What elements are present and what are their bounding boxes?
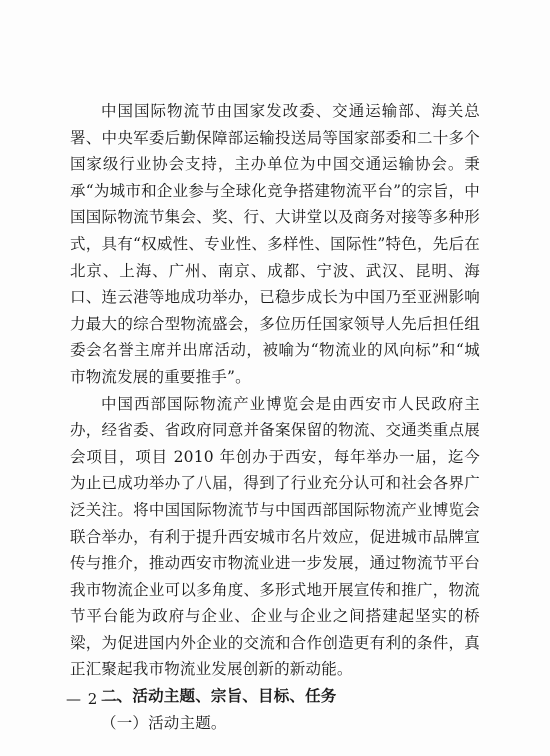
subsection-heading: （一）活动主题。 xyxy=(101,713,227,732)
paragraph-western-expo: 中国西部国际物流产业博览会是由西安市人民政府主办，经省委、省政府同意并备案保留的物流、交通类重点展会项目，项目 2010 年创办于西安，每年举办一届，迄今为止已成功举办了八届，得到了行业充分认可和社会各界广泛关注。将中国国际物流节与中国西部国际物流产业博览会联合举办，有利于提升西安城市名片效应，促进城市品牌宣传与推介，推动西安市物流业进一步发展，通过物流节平台我市物流企业可以多角度、多形式地开展宣传和推广，物流节平台能为政府与企业、企业与企业之间搭建起坚实的桥梁，为促进国内外企业的交流和合作创造更有利的条件，真正汇聚起我市物流业发展创新的新动能。 xyxy=(70,394,480,679)
paragraph-logistics-festival: 中国国际物流节由国家发改委、交通运输部、海关总署、中央军委后勤保障部运输投送局等国家部委和二十多个国家级行业协会支持，主办单位为中国交通运输协会。秉承“为城市和企业参与全球化竞争搭建物流平台”的宗旨，中国国际物流节集会、奖、行、大讲堂以及商务对接等多种形式，具有“权威性、专业性、多样性、国际性”特色，先后在北京、上海、广州、南京、成都、宁波、武汉、昆明、海口、连云港等地成功举办，已稳步成长为中国乃至亚洲影响力最大的综合型物流盛会，多位历任国家领导人先后担任组委会名誉主席并出席活动，被喻为“物流业的风向标”和“城市物流发展的重要推手”。 xyxy=(70,102,480,386)
page-number: — 2 — xyxy=(66,690,121,708)
page-body xyxy=(70,98,480,736)
section-heading: 二、活动主题、宗旨、目标、任务 xyxy=(101,687,337,706)
